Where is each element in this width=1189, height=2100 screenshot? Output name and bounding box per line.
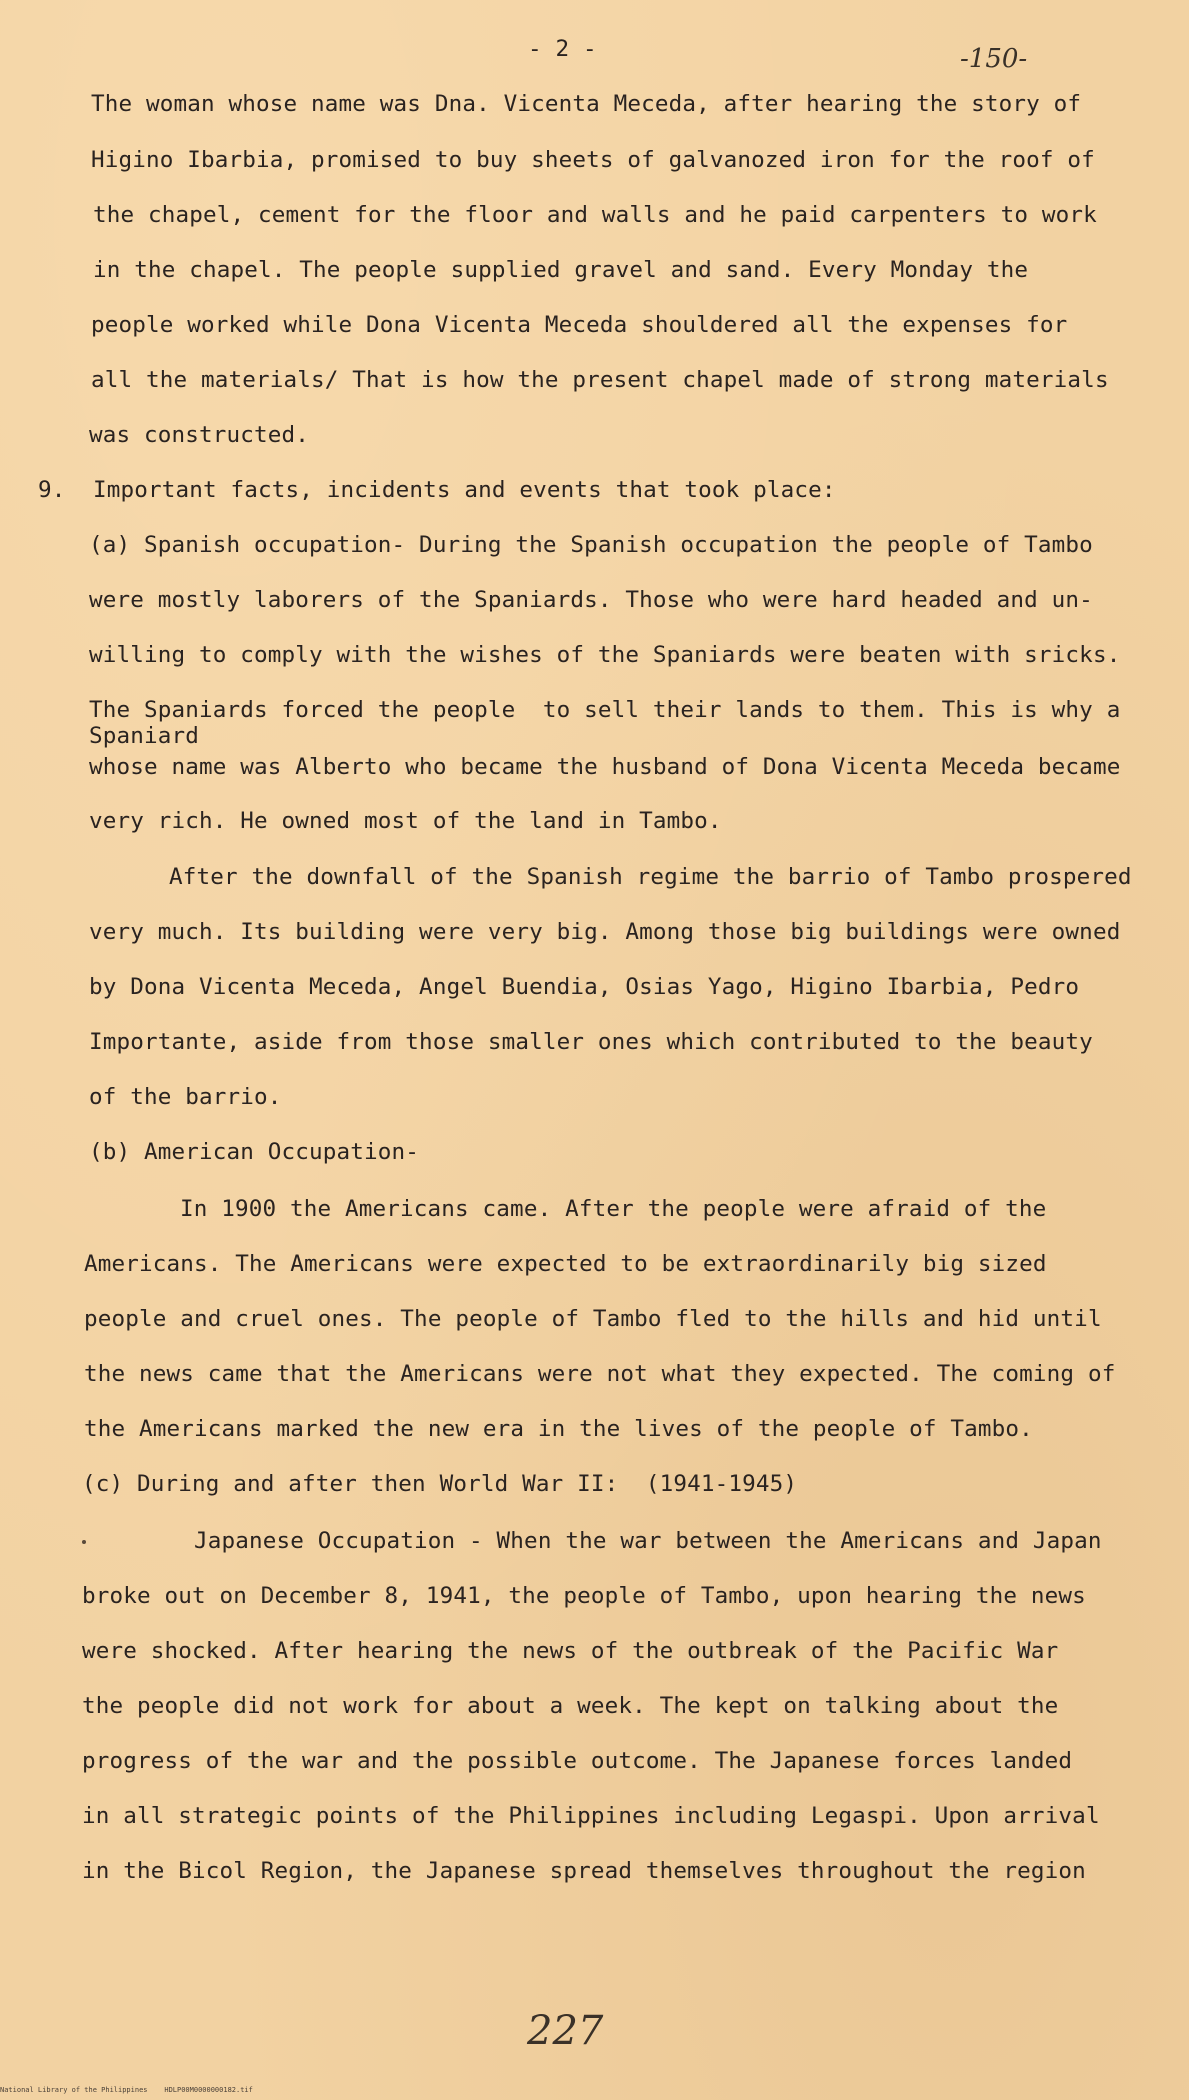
handwritten-page-number: -150- [960,44,1028,74]
text-line: the chapel, cement for the floor and walls and he paid carpenters to work [93,202,1097,228]
subsection-a-line: (a) Spanish occupation- During the Spanish occupation the people of Tambo [89,532,1093,558]
text-line: the people did not work for about a week. The kept on talking about the [82,1693,1059,1719]
text-line: were mostly laborers of the Spaniards. Those who were hard headed and un- [89,587,1093,613]
text-line: Importante, aside from those smaller ones which contributed to the beauty [89,1029,1093,1055]
text-line: whose name was Alberto who became the husband of Dona Vicenta Meceda became [89,754,1121,780]
text-line: was constructed. [89,422,310,448]
page-number: - 2 - [528,36,597,62]
archive-label: National Library of the Philippines HDLP00M0000000182.tif [0,2086,253,2094]
stray-mark [82,1540,86,1544]
text-line: the Americans marked the new era in the lives of the people of Tambo. [84,1416,1033,1442]
text-line: very rich. He owned most of the land in Tambo. [89,808,722,834]
text-line: broke out on December 8, 1941, the people of Tambo, upon hearing the news [82,1583,1086,1609]
text-line: Spaniard [89,723,200,749]
text-line: of the barrio. [89,1084,282,1110]
text-line: the news came that the Americans were not what they expected. The coming of [84,1361,1116,1387]
text-line: Higino Ibarbia, promised to buy sheets of galvanozed iron for the roof of [91,147,1095,173]
subsection-c-heading: (c) During and after then World War II: (1941-1945) [82,1471,798,1497]
text-line: in all strategic points of the Philippines including Legaspi. Upon arrival [82,1803,1100,1829]
text-line: were shocked. After hearing the news of the outbreak of the Pacific War [82,1638,1059,1664]
text-line: The woman whose name was Dna. Vicenta Meceda, after hearing the story of [91,91,1082,117]
handwritten-folio-number: 227 [527,2008,604,2054]
text-line: willing to comply with the wishes of the Spaniards were beaten with sricks. [89,642,1121,668]
text-line: all the materials/ That is how the present chapel made of strong materials [91,367,1109,393]
text-line: progress of the war and the possible outcome. The Japanese forces landed [82,1748,1073,1774]
text-line: very much. Its building were very big. Among those big buildings were owned [89,919,1121,945]
text-line: Americans. The Americans were expected to be extraordinarily big sized [84,1251,1047,1277]
text-line: in the chapel. The people supplied gravel and sand. Every Monday the [93,257,1029,283]
paragraph-indent-line: In 1900 the Americans came. After the people were afraid of the [180,1196,1047,1222]
text-line: people worked while Dona Vicenta Meceda shouldered all the expenses for [91,312,1068,338]
text-line: people and cruel ones. The people of Tambo fled to the hills and hid until [84,1306,1102,1332]
text-line: in the Bicol Region, the Japanese spread themselves throughout the region [82,1858,1086,1884]
subsection-b-heading: (b) American Occupation- [89,1139,420,1165]
text-line: The Spaniards forced the people to sell their lands to them. This is why a [89,697,1121,723]
text-line: by Dona Vicenta Meceda, Angel Buendia, Osias Yago, Higino Ibarbia, Pedro [89,974,1080,1000]
section-heading-9: 9. Important facts, incidents and events that took place: [38,477,836,503]
paragraph-indent-line: Japanese Occupation - When the war between the Americans and Japan [194,1528,1102,1554]
paragraph-indent-line: After the downfall of the Spanish regime the barrio of Tambo prospered [169,864,1132,890]
